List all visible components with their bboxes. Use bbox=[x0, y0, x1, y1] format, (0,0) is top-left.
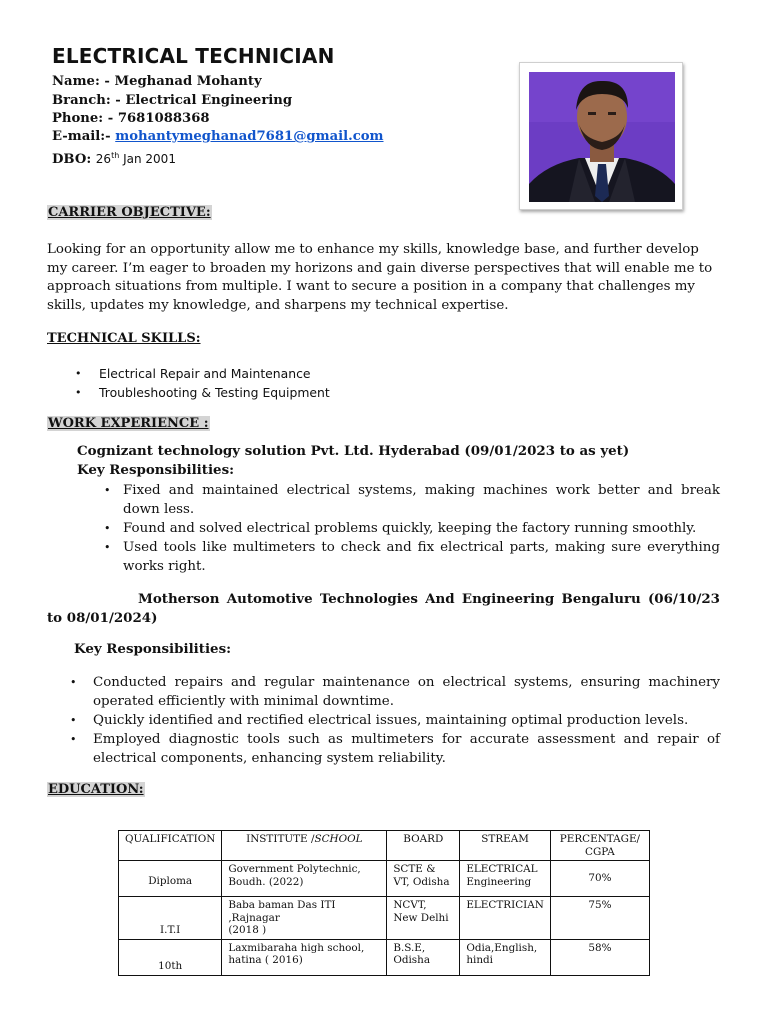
branch-line bbox=[52, 92, 292, 110]
bullet-icon: • bbox=[104, 522, 111, 535]
bullet-icon: • bbox=[104, 541, 111, 554]
phone-line bbox=[52, 110, 210, 128]
col-qualification: QUALIFICATION bbox=[119, 831, 222, 861]
job1-resp-label: Key Responsibilities: bbox=[77, 462, 235, 478]
table-row bbox=[119, 861, 650, 897]
branch-label: Branch: - bbox=[52, 93, 126, 108]
skills-heading: TECHNICAL SKILLS: bbox=[47, 331, 201, 346]
email-link[interactable]: mohantymeghanad7681@gmail.com bbox=[115, 129, 384, 144]
bullet-icon: • bbox=[70, 676, 77, 689]
cell-institute: Laxmibaraha high school, hatina ( 2016) bbox=[222, 939, 387, 975]
email-label: E-mail:- bbox=[52, 129, 116, 144]
cell-institute: Government Polytechnic, Boudh. (2022) bbox=[222, 861, 387, 897]
bullet-icon: • bbox=[70, 714, 77, 727]
cell-qualification: 10th bbox=[119, 939, 222, 975]
profile-photo-frame bbox=[519, 62, 683, 210]
bullet-icon: • bbox=[70, 733, 77, 746]
name-value: Meghanad Mohanty bbox=[114, 74, 262, 89]
job2-resp-item: • Quickly identified and rectified electrical issues, maintaining optimal production levels. bbox=[70, 713, 689, 728]
cell-board: NCVT, New Delhi bbox=[387, 897, 460, 940]
col-stream: STREAM bbox=[460, 831, 551, 861]
cell-board: B.S.E, Odisha bbox=[387, 939, 460, 975]
cell-institute: Baba baman Das ITI ,Rajnagar (2018 ) bbox=[222, 897, 387, 940]
name-label: Name: - bbox=[52, 74, 115, 89]
resume-title: ELECTRICAL TECHNICIAN bbox=[52, 44, 335, 68]
col-institute: INSTITUTE /SCHOOL bbox=[222, 831, 387, 861]
cell-board: SCTE & VT, Odisha bbox=[387, 861, 460, 897]
objective-heading: CARRIER OBJECTIVE: bbox=[48, 205, 211, 220]
job1-resp-item: • Fixed and maintained electrical systems, making machines work better and break down less. bbox=[104, 483, 720, 517]
bullet-icon: • bbox=[104, 484, 111, 497]
job1-resp-list bbox=[104, 481, 720, 576]
experience-heading: WORK EXPERIENCE : bbox=[48, 416, 209, 431]
table-row bbox=[119, 897, 650, 940]
dob-line bbox=[52, 147, 176, 169]
job1-resp-item: • Found and solved electrical problems quickly, keeping the factory running smoothly. bbox=[104, 521, 697, 536]
education-table bbox=[118, 830, 650, 976]
email-line bbox=[52, 128, 384, 146]
job2-resp-item: • Employed diagnostic tools such as multimeters for accurate assessment and repair of electrical components, enhancing system reliability. bbox=[70, 732, 720, 766]
job2-resp-item: • Conducted repairs and regular maintenance on electrical systems, ensuring machinery operated efficiently with minimal downtime. bbox=[70, 675, 720, 709]
cell-percentage: 58% bbox=[550, 939, 649, 975]
table-row bbox=[119, 939, 650, 975]
cell-stream: Odia,English, hindi bbox=[460, 939, 551, 975]
dob-value: 26th Jan 2001 bbox=[95, 151, 176, 166]
phone-value: 7681088368 bbox=[117, 111, 210, 126]
skill-item: • Electrical Repair and Maintenance bbox=[75, 366, 311, 381]
skill-item: • Troubleshooting & Testing Equipment bbox=[75, 385, 330, 400]
table-header-row bbox=[119, 831, 650, 861]
skills-list bbox=[47, 364, 647, 402]
cell-percentage: 75% bbox=[550, 897, 649, 940]
branch-value: Electrical Engineering bbox=[125, 93, 293, 108]
cell-qualification: I.T.I bbox=[119, 897, 222, 940]
phone-label: Phone: - bbox=[52, 111, 118, 126]
education-heading: EDUCATION: bbox=[48, 782, 144, 797]
cell-stream: ELECTRICIAN bbox=[460, 897, 551, 940]
col-percentage: PERCENTAGE/ CGPA bbox=[550, 831, 649, 861]
job2-resp-label: Key Responsibilities: bbox=[74, 641, 232, 657]
cell-qualification: Diploma bbox=[119, 861, 222, 897]
job2-company: Motherson Automotive Technologies And Engineering Bengaluru (06/10/23 to 08/01/2024) bbox=[47, 591, 720, 626]
job2-resp-list bbox=[70, 673, 720, 768]
cell-stream: ELECTRICAL Engineering bbox=[460, 861, 551, 897]
cell-percentage: 70% bbox=[550, 861, 649, 897]
dob-label: DBO: bbox=[52, 152, 96, 167]
job1-company: Cognizant technology solution Pvt. Ltd. Hyderabad (09/01/2023 to as yet) bbox=[77, 443, 630, 459]
objective-text: Looking for an opportunity allow me to enhance my skills, knowledge base, and further develop my career. I’m eager to broaden my horizons and gain diverse perspectives that will enable me to approach situations from multiple. I want to secure a position in a company that challenges my skills, updates my knowledge, and sharpens my technical expertise. bbox=[47, 242, 713, 313]
bullet-icon: • bbox=[75, 367, 82, 380]
job1-resp-item: • Used tools like multimeters to check and fix electrical parts, making sure everything works right. bbox=[104, 540, 720, 574]
col-board: BOARD bbox=[387, 831, 460, 861]
name-line bbox=[52, 73, 262, 91]
bullet-icon: • bbox=[75, 386, 82, 399]
profile-photo bbox=[529, 72, 675, 202]
